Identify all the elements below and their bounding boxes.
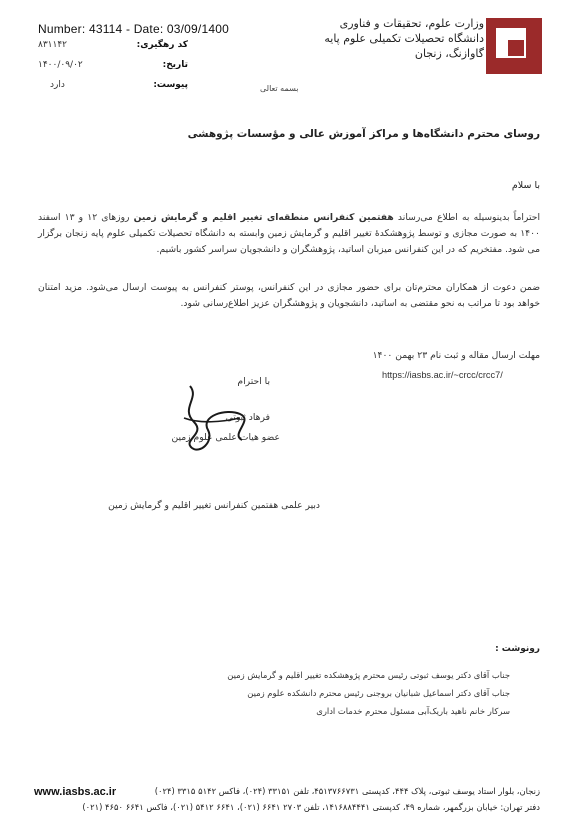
footer-address: زنجان، بلوار استاد یوسف ثبوتی، پلاک ۴۴۴، کدپستی ۴۵۱۳۷۶۶۷۳۱، تلفن ۳۳۱۵۱ (۰۲۴)، فاکس ۵۱۴۲ ۳۳۱۵ (۰۲۴) — [154, 786, 540, 796]
registration-deadline: مهلت ارسال مقاله و ثبت نام ۲۳ بهمن ۱۴۰۰ — [372, 350, 540, 361]
p1-intro: احتراماً بدینوسیله به اطلاع می‌رساند — [393, 212, 540, 223]
handwritten-signature — [170, 378, 280, 456]
meta-block — [38, 40, 188, 100]
signer-title: عضو هیات علمی علوم زمین — [171, 432, 280, 443]
signer-role: دبیر علمی هفتمین کنفرانس تغییر اقلیم و گرمایش زمین — [108, 500, 320, 511]
organization-header — [284, 16, 484, 61]
tracking-label: کد رهگیری: — [136, 40, 188, 50]
cc-item: جناب آقای دکتر اسماعیل شبانیان بروجنی رئیس محترم دانشکده علوم زمین — [247, 688, 510, 698]
website-url[interactable]: www.iasbs.ac.ir — [34, 786, 117, 798]
regards: با احترام — [237, 376, 270, 387]
cc-item: جناب آقای دکتر یوسف ثبوتی رئیس محترم پژوهشکده تغییر اقلیم و گرمایش زمین — [227, 670, 510, 680]
university-logo — [486, 18, 542, 74]
cc-label: رونوشت : — [495, 644, 540, 654]
p1-rest: روزهای ۱۲ و ۱۳ اسفند ۱۴۰۰ به صورت مجازی و توسط پژوهشکدهٔ تغییر اقلیم و گرمایش زمین وابسته به دانشگاه تحصیلات تکمیلی علوم پایه زنجان برگزار می شود. مفتخریم که در این کنفرانس میزبان اساتید، پژوهشگران و دانشجویان سراسر کشور باشیم. — [38, 212, 540, 255]
attachment-label: پیوست: — [153, 80, 188, 90]
tracking-value: ۸۳۱۱۴۲ — [38, 40, 68, 50]
university-address: گاوازنگ، زنجان — [414, 47, 484, 60]
university-name: دانشگاه تحصیلات تکمیلی علوم پایه — [324, 32, 484, 45]
ministry-name: وزارت علوم، تحقیقات و فناوری — [339, 17, 484, 30]
recipient-line: روسای محترم دانشگاه‌ها و مراکز آموزش عالی و مؤسسات پژوهشی — [187, 128, 540, 140]
cc-item: سرکار خانم ناهید باریک‌آبی مسئول محترم خدمات اداری — [316, 706, 510, 716]
body-paragraph-1 — [38, 210, 540, 258]
bismillah: بسمه تعالی — [260, 84, 299, 93]
document-stamp: Number: 43114 - Date: 03/09/1400 — [38, 22, 229, 36]
date-label: تاریخ: — [162, 60, 188, 70]
body-paragraph-2: ضمن دعوت از همکاران محترم‌تان برای حضور مجازی در این کنفرانس، پوستر کنفرانس به پیوست ارسال می‌شود. مزید امتنان خواهد بود تا مراتب به نحو مقتضی به اساتید، دانشجویان و پژوهشگران عزیز اطلاع‌رسانی شود. — [38, 282, 540, 309]
conference-link[interactable]: https://iasbs.ac.ir/~crcc/crcc7/ — [382, 370, 503, 380]
conference-title: هفتمین کنفرانس منطقه‌ای تغییر اقلیم و گرمایش زمین — [133, 212, 394, 223]
signer-name: فرهاد ثبوتی — [225, 412, 270, 423]
attachment-value: دارد — [50, 80, 65, 90]
footer-tehran-office: دفتر تهران: خیابان بزرگمهر، شماره ۴۹، کدپستی ۱۴۱۶۸۸۴۴۴۱، تلفن ۲۷۰۳ ۶۶۴۱ (۰۲۱)، ۶۶۴۱ ۵۴۱۲ (۰۲۱)، فاکس ۶۶۴۱ ۴۶۵۰ (۰۲۱) — [82, 802, 540, 812]
date-value: ۱۴۰۰/۰۹/۰۲ — [38, 60, 83, 70]
greeting: با سلام — [511, 180, 540, 191]
